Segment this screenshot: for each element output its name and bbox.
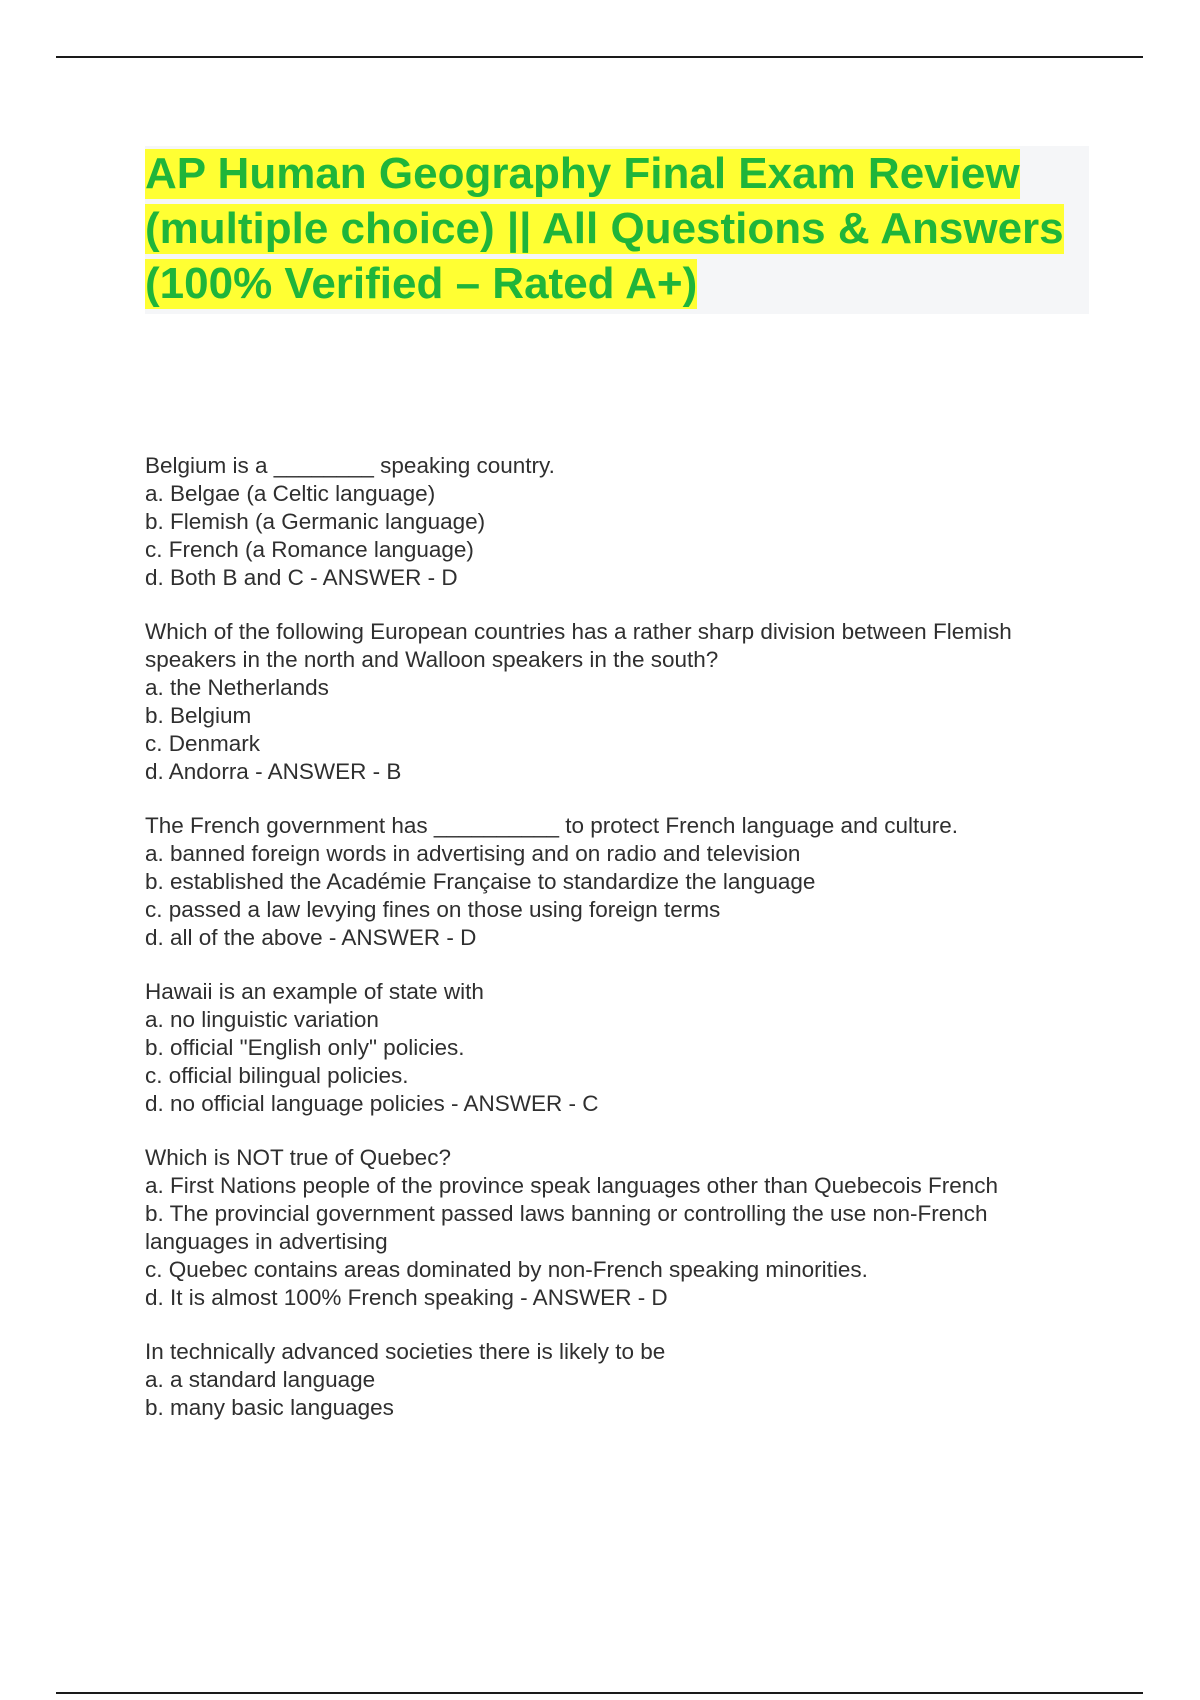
answer-option: c. French (a Romance language): [145, 537, 474, 562]
question-block: [145, 452, 1095, 592]
answer-option: a. First Nations people of the province speak languages other than Quebecois French: [145, 1173, 999, 1198]
question-list: [145, 452, 1095, 1448]
top-rule: [56, 56, 1143, 58]
answer-option: a. Belgae (a Celtic language): [145, 481, 436, 506]
answer-option: c. official bilingual policies.: [145, 1063, 409, 1088]
answer-option: d. It is almost 100% French speaking - ANSWER - D: [145, 1285, 668, 1310]
answer-option: d. no official language policies - ANSWER - C: [145, 1091, 599, 1116]
answer-option: b. Flemish (a Germanic language): [145, 509, 486, 534]
answer-option: d. Both B and C - ANSWER - D: [145, 565, 458, 590]
question-block: [145, 618, 1095, 786]
answer-option: a. no linguistic variation: [145, 1007, 379, 1032]
question-block: [145, 1144, 1095, 1312]
answer-option: c. Denmark: [145, 731, 261, 756]
question-block: [145, 1338, 1095, 1422]
question-block: [145, 812, 1095, 952]
question-text: Which is NOT true of Quebec?: [145, 1145, 451, 1170]
document-title: [145, 146, 1089, 311]
question-text: Hawaii is an example of state with: [145, 979, 484, 1004]
answer-option: b. official "English only" policies.: [145, 1035, 465, 1060]
answer-option: c. Quebec contains areas dominated by non-French speaking minorities.: [145, 1257, 868, 1282]
answer-option: b. The provincial government passed laws banning or controlling the use non-French languages in advertising: [145, 1201, 988, 1254]
question-block: [145, 978, 1095, 1118]
answer-option: b. many basic languages: [145, 1395, 394, 1420]
answer-option: b. Belgium: [145, 703, 252, 728]
answer-option: a. the Netherlands: [145, 675, 329, 700]
question-text: The French government has __________ to protect French language and culture.: [145, 813, 959, 838]
document-title-text: AP Human Geography Final Exam Review (multiple choice) || All Questions & Answers (100% Verified – Rated A+): [145, 149, 1064, 308]
bottom-rule: [56, 1692, 1143, 1694]
question-text: In technically advanced societies there is likely to be: [145, 1339, 666, 1364]
answer-option: c. passed a law levying fines on those using foreign terms: [145, 897, 721, 922]
answer-option: a. banned foreign words in advertising and on radio and television: [145, 841, 801, 866]
answer-option: d. all of the above - ANSWER - D: [145, 925, 477, 950]
answer-option: a. a standard language: [145, 1367, 376, 1392]
answer-option: d. Andorra - ANSWER - B: [145, 759, 402, 784]
question-text: Belgium is a ________ speaking country.: [145, 453, 555, 478]
question-text: Which of the following European countries has a rather sharp division between Flemish speakers in the north and Walloon speakers in the south?: [145, 619, 1012, 672]
answer-option: b. established the Académie Française to standardize the language: [145, 869, 816, 894]
title-block: [145, 146, 1089, 314]
